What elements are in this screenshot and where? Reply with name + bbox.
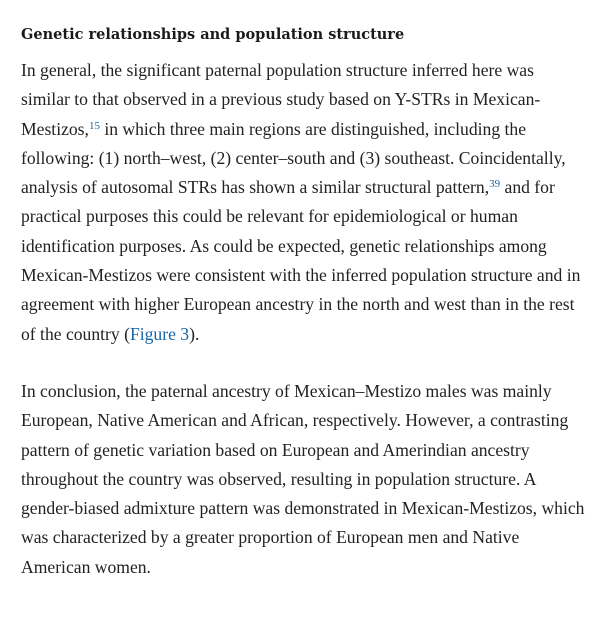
section-heading: Genetic relationships and population structure — [21, 26, 405, 43]
paragraph-1-text-b: in which three main regions are distinguished, including the following: (1) north–west, (2) center–south and (3) southeast. Coincidentally, analysis of autosomal STRs has shown a similar structural pattern, — [21, 118, 566, 198]
paragraph-1-text-d: ). — [189, 323, 200, 344]
paragraph-1-text-c: and for practical purposes this could be relevant for epidemiological or human identification purposes. As could be expected, genetic relationships among Mexican-Mestizos were consistent with the inferred population structure and in agreement with higher European ancestry in the north and west than in the rest of the country ( — [21, 177, 581, 344]
paragraph-1 — [21, 56, 587, 349]
article-section — [21, 24, 587, 582]
paragraph-2: In conclusion, the paternal ancestry of Mexican–Mestizo males was mainly European, Native American and African, respectively. However, a contrasting pattern of genetic variation based on European and Amerindian ancestry throughout the country was observed, resulting in population structure. A gender-biased admixture pattern was demonstrated in Mexican-Mestizos, which was characterized by a greater proportion of European men and Native American women. — [21, 380, 585, 577]
citation-link-15[interactable]: 15 — [88, 119, 100, 132]
figure-3-link[interactable]: Figure 3 — [129, 323, 190, 344]
citation-link-39[interactable]: 39 — [489, 178, 501, 191]
paragraph-1-text-a: In general, the significant paternal population structure inferred here was similar to that observed in a previous study based on Y-STRs in Mexican-Mestizos, — [21, 60, 541, 139]
